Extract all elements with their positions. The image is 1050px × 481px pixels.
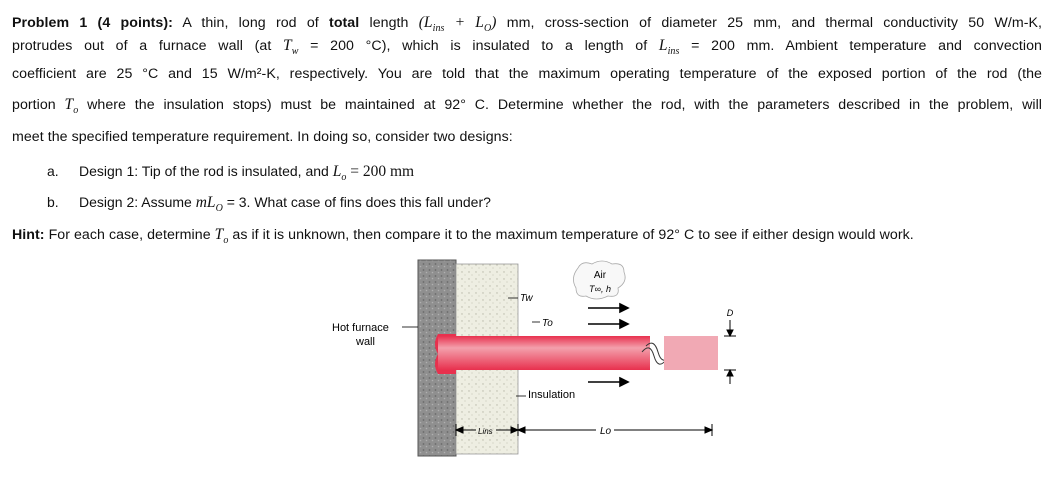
lins-label: Lins [478,427,493,436]
text-fragment: A thin, long rod of [182,15,319,31]
text-fragment: where the insulation stops) must be maintained at 92° C. Determine whether the rod, with the parameters described in the problem, will [87,97,1042,113]
insulated-length-symbol: $L_{ins}$ [658,37,680,58]
item-text: Design 1: Tip of the rod is insulated, and $L_o = 200$ mm [79,163,415,184]
exposed-temp-label: To [542,318,553,329]
diameter-dimension [724,320,736,384]
problem-line-5: meet the specified temperature requirement. In doing so, consider two designs: [12,129,513,145]
rod-tip-section [664,336,718,370]
hint-label: Hint: [12,227,45,243]
text-fragment: length [369,15,409,31]
problem-line-3: coefficient are 25 °C and 15 W/m²-K, respectively. You are told that the maximum operating temperature of the exposed portion of the rod (the [12,66,1042,82]
exposed-temperature-symbol: $T_o$ [214,226,229,247]
length-sum-expression: $(L_{ins} + L_O)$ [418,14,497,35]
rod-diagram [320,256,740,466]
lo-label: Lo [600,426,612,437]
rod-break-gap [650,332,664,374]
wall-label-line-2: wall [356,336,375,348]
wall-label-line-1: Hot furnace [332,322,389,334]
problem-line-4 [12,96,1042,116]
item-label: b. [47,194,59,210]
text-fragment: = 200 mm. [691,38,775,54]
diameter-label: D [726,308,734,318]
problem-heading: Problem 1 (4 points): [12,15,173,31]
item-text: Design 2: Assume $mL_O = 3$. What case of fins does this fall under? [79,194,491,215]
wall-temperature-symbol: $T_w$ [283,37,299,58]
insulation-label: Insulation [528,389,576,401]
text-fragment: protrudes out of a furnace wall (at [12,38,272,54]
text-fragment: as if it is unknown, then compare it to the maximum temperature of 92° C to see if either design would work. [232,227,914,243]
text-fragment: For each case, determine [48,227,211,243]
wall-temp-label: Tw [520,293,533,304]
emphasis-total: total [329,15,360,31]
text-fragment: Ambient temperature and convection [785,38,1042,54]
exposed-temperature-symbol: $T_o$ [64,96,79,117]
text-fragment: mm, cross-section of diameter 25 mm, and thermal conductivity 50 W/m-K, [506,15,1042,31]
air-label: Air [593,270,607,281]
problem-line-1 [12,14,1042,34]
hint-line [12,226,1042,246]
item-label: a. [47,163,59,179]
text-fragment: = 200 °C), which is insulated to a length of [310,38,648,54]
problem-line-2 [12,37,1042,57]
ambient-label: T∞, h [589,284,611,294]
text-fragment: portion [12,97,56,113]
